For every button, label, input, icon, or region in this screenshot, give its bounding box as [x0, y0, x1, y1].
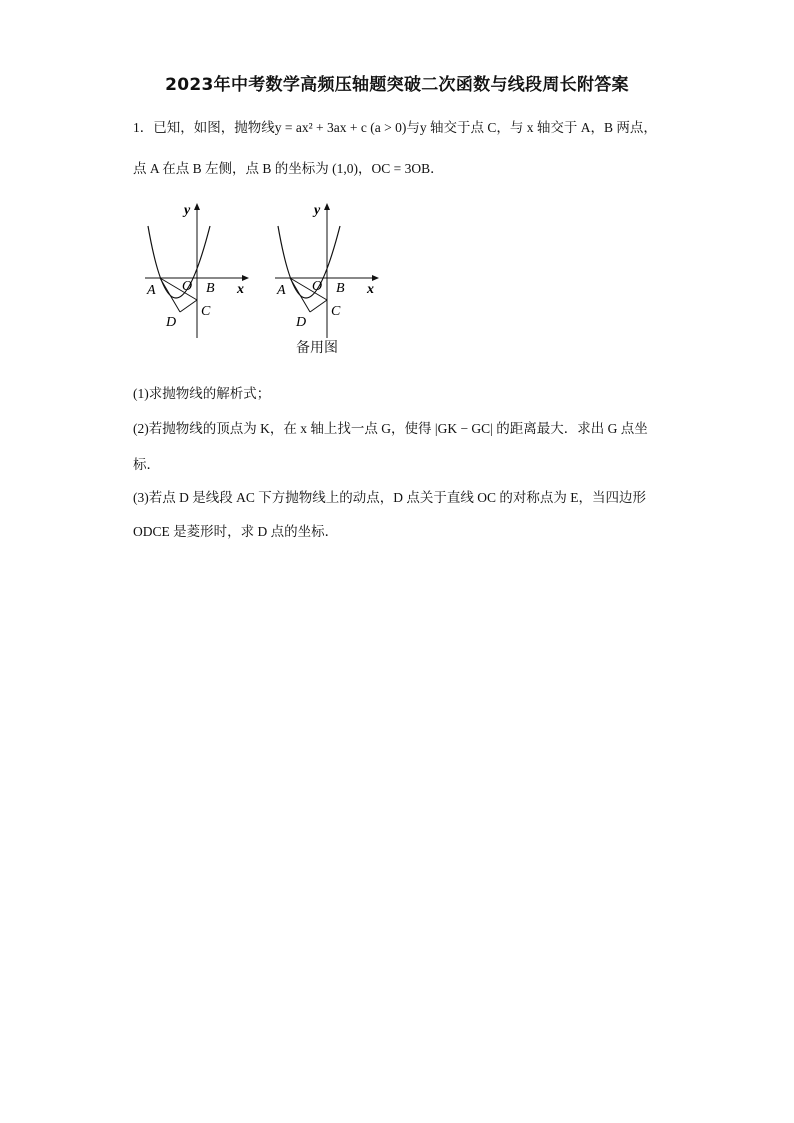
part-3-line-1: (3)若点 D 是线段 AC 下方抛物线上的动点，D 点关于直线 OC 的对称点为 E，当四边形: [133, 490, 646, 505]
part-2-line-2: 标．: [133, 457, 160, 472]
y-axis-label: y: [184, 203, 191, 218]
figure-backup: [275, 203, 378, 338]
point-c-label: C: [201, 304, 211, 319]
x-axis-label: x: [237, 282, 244, 297]
page-title: 2023年中考数学高频压轴题突破二次函数与线段周长附答案: [165, 75, 629, 95]
origin-label: O: [312, 279, 323, 294]
figure-main: [145, 203, 248, 338]
figure-caption: 备用图: [296, 340, 338, 356]
question-line-2: 点 A 在点 B 左侧，点 B 的坐标为 (1,0)，OC = 3OB．: [133, 161, 444, 176]
point-c-label: C: [331, 304, 341, 319]
y-axis-label: y: [314, 203, 321, 218]
point-d-label: D: [166, 315, 177, 330]
parabola-figures: [140, 198, 400, 358]
point-a-label: A: [147, 283, 156, 298]
question-line-1: 1．已知，如图，抛物线y = ax² + 3ax + c (a > 0)与y 轴交于点 C，与 x 轴交于 A，B 两点，: [133, 120, 657, 135]
point-b-label: B: [336, 281, 345, 296]
part-2-line-1: (2)若抛物线的顶点为 K，在 x 轴上找一点 G，使得 |GK − GC| 的距离最大．求出 G 点坐: [133, 421, 648, 436]
part-1: (1)求抛物线的解析式；: [133, 386, 271, 401]
x-axis-label: x: [367, 282, 374, 297]
point-d-label: D: [296, 315, 307, 330]
origin-label: O: [182, 279, 193, 294]
part-3-line-2: ODCE 是菱形时，求 D 点的坐标．: [133, 524, 339, 539]
point-a-label: A: [277, 283, 286, 298]
point-b-label: B: [206, 281, 215, 296]
